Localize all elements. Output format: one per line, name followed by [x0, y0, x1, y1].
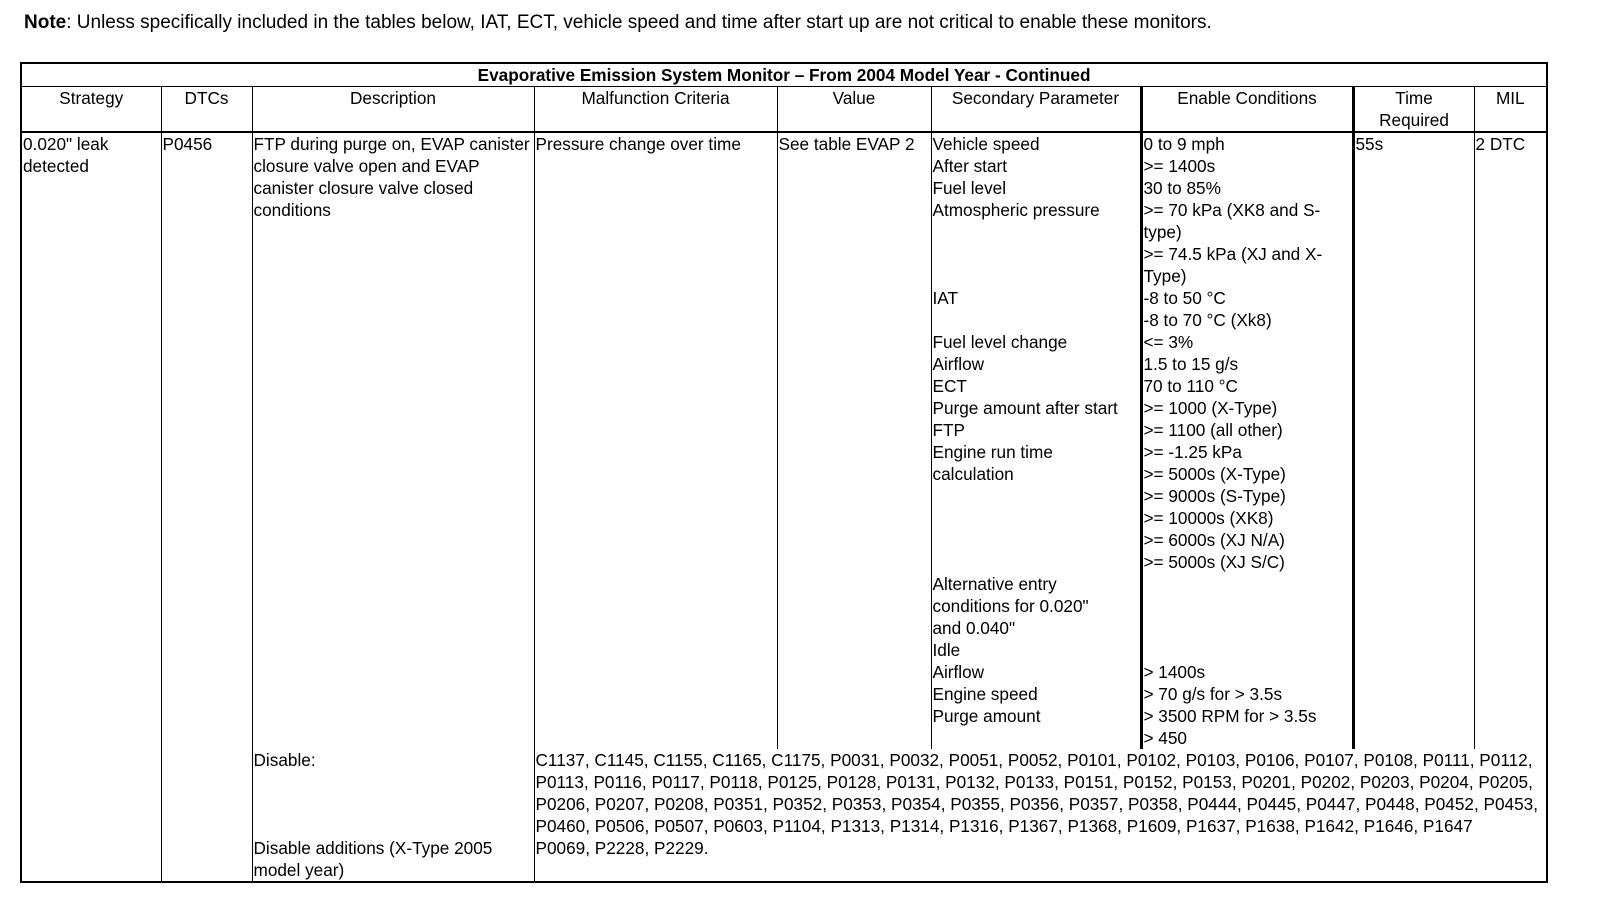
secondary-param: Atmospheric pressure	[932, 200, 1100, 220]
enable-condition: >= 1100 (all other)	[1143, 420, 1283, 440]
disable-additions-codes: P0069, P2228, P2229.	[534, 837, 1547, 882]
cell-dtc: P0456	[161, 132, 252, 882]
enable-condition: 0 to 9 mph	[1143, 134, 1225, 154]
secondary-param: After start	[932, 156, 1007, 176]
header-strategy: Strategy	[21, 87, 161, 133]
secondary-param: Engine run time	[932, 442, 1053, 462]
enable-condition: > 70 g/s for > 3.5s	[1143, 684, 1283, 704]
secondary-param: Airflow	[932, 354, 985, 374]
header-time-line1: Time	[1395, 88, 1433, 108]
cell-strategy	[21, 132, 161, 882]
cell-enable	[1141, 132, 1353, 749]
secondary-param: Alternative entry	[932, 574, 1057, 594]
secondary-param: and 0.040"	[932, 618, 1016, 638]
enable-condition: >= 74.5 kPa (XJ and X-	[1143, 244, 1323, 264]
table-row	[21, 132, 1547, 749]
disable-codes: C1137, C1145, C1155, C1165, C1175, P0031, P0032, P0051, P0052, P0101, P0102, P0103, P0106, P0107, P0108, P0111, P0112, P0113, P0116, P0117, P0118, P0125, P0128, P0131, P0132, P0133, P0151, P0152, P0153, P0201, P0202, P0203, P0204, P0205, P0206, P0207, P0208, P0351, P0352, P0353, P0354, P0355, P0356, P0357, P0358, P0444, P0445, P0447, P0448, P0452, P0453, P0460, P0506, P0507, P0603, P1104, P1313, P1314, P1316, P1367, P1368, P1609, P1637, P1638, P1642, P1646, P1647	[534, 749, 1547, 837]
enable-condition: -8 to 70 °C (Xk8)	[1143, 310, 1272, 330]
header-description: Description	[252, 87, 534, 133]
enable-condition: > 3500 RPM for > 3.5s	[1143, 706, 1317, 726]
secondary-param: Airflow	[932, 662, 985, 682]
secondary-param: Fuel level	[932, 178, 1007, 198]
secondary-param: Vehicle speed	[932, 134, 1040, 154]
enable-condition: >= 5000s (X-Type)	[1143, 464, 1286, 484]
enable-condition: >= 1000 (X-Type)	[1143, 398, 1278, 418]
enable-condition: type)	[1143, 222, 1182, 242]
evap-monitor-table	[20, 62, 1548, 883]
secondary-param: Purge amount after start	[932, 398, 1118, 418]
secondary-param: ECT	[932, 376, 967, 396]
cell-value: See table EVAP 2	[777, 132, 931, 749]
disable-label: Disable:	[252, 749, 534, 837]
enable-condition: -8 to 50 °C	[1143, 288, 1226, 308]
enable-condition: >= 10000s (XK8)	[1143, 508, 1274, 528]
header-time	[1353, 87, 1474, 133]
enable-condition: 1.5 to 15 g/s	[1143, 354, 1239, 374]
secondary-param: Fuel level change	[932, 332, 1068, 352]
header-value: Value	[777, 87, 931, 133]
strategy-line1: 0.020" leak	[23, 134, 109, 154]
cell-malfunction: Pressure change over time	[534, 132, 777, 749]
secondary-param: calculation	[932, 464, 1014, 484]
note-text: : Unless specifically included in the tables below, IAT, ECT, vehicle speed and time after start up are not critical to enable these monitors.	[66, 12, 1212, 33]
enable-condition: 70 to 110 °C	[1143, 376, 1238, 396]
cell-description: FTP during purge on, EVAP canister closure valve open and EVAP canister closure valve closed conditions	[252, 132, 534, 749]
enable-condition: >= 6000s (XJ N/A)	[1143, 530, 1285, 550]
note-label: Note	[24, 12, 67, 33]
header-time-line2: Required	[1379, 110, 1449, 130]
secondary-param: Purge amount	[932, 706, 1041, 726]
table-title: Evaporative Emission System Monitor – From 2004 Model Year - Continued	[21, 63, 1547, 87]
header-malfunction: Malfunction Criteria	[534, 87, 777, 133]
enable-condition: Type)	[1143, 266, 1187, 286]
header-secondary: Secondary Parameter	[931, 87, 1141, 133]
header-enable: Enable Conditions	[1141, 87, 1353, 133]
disable-additions-label: Disable additions (X-Type 2005 model year)	[252, 837, 534, 882]
enable-condition: >= 5000s (XJ S/C)	[1143, 552, 1285, 572]
enable-condition: <= 3%	[1143, 332, 1194, 352]
strategy-line2: detected	[23, 156, 89, 176]
enable-condition: 30 to 85%	[1143, 178, 1221, 198]
enable-condition: >= 70 kPa (XK8 and S-	[1143, 200, 1321, 220]
cell-mil: 2 DTC	[1474, 132, 1547, 749]
enable-condition: >= 9000s (S-Type)	[1143, 486, 1286, 506]
header-mil: MIL	[1474, 87, 1547, 133]
secondary-param: conditions for 0.020"	[932, 596, 1089, 616]
secondary-param: Engine speed	[932, 684, 1038, 704]
enable-condition: > 450	[1143, 728, 1187, 748]
secondary-param: FTP	[932, 420, 965, 440]
cell-time: 55s	[1353, 132, 1474, 749]
secondary-param: IAT	[932, 288, 958, 308]
header-dtcs: DTCs	[161, 87, 252, 133]
note	[24, 12, 1212, 34]
secondary-param: Idle	[932, 640, 961, 660]
cell-secondary	[931, 132, 1141, 749]
enable-condition: >= 1400s	[1143, 156, 1216, 176]
enable-condition: >= -1.25 kPa	[1143, 442, 1242, 462]
enable-condition: > 1400s	[1143, 662, 1206, 682]
